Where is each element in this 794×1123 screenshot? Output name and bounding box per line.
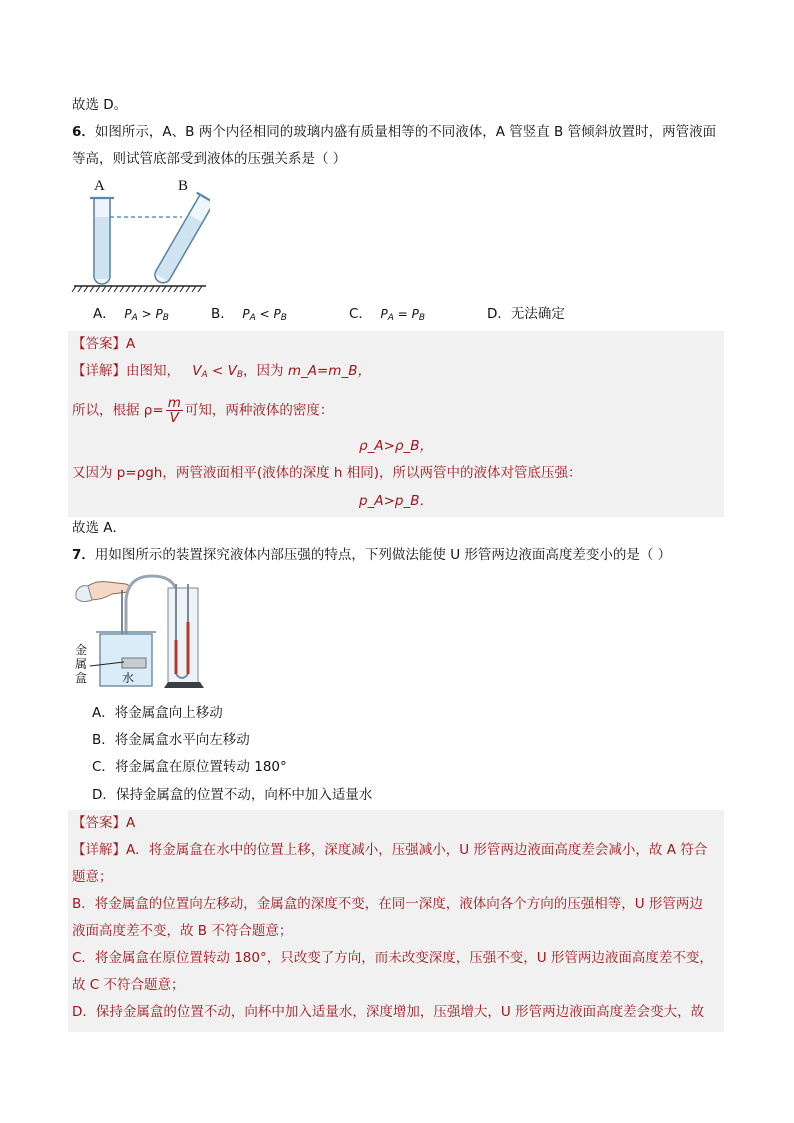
- q7-pressure-apparatus-figure: [72, 570, 212, 694]
- q7-option-b[interactable]: B．将金属盒水平向左移动: [92, 732, 250, 748]
- q6-detail-line2: 所以，根据 ρ= $\frac{m}{V}$ 可知，两种液体的密度：: [72, 395, 334, 426]
- svg-text:金: 金: [75, 643, 88, 657]
- metal-box: [122, 658, 146, 668]
- ground: [72, 286, 206, 292]
- svg-text:水: 水: [122, 671, 135, 685]
- q7-stem: 7．用如图所示的装置探究液体内部压强的特点，下列做法能使 U 形管两边液面高度差变小的是（ ）: [72, 547, 672, 563]
- q6-stem-line1: 6．如图所示，A、B 两个内径相同的玻璃内盛有质量相等的不同液体，A 管竖直 B 管倾斜放置时，两管液面: [72, 124, 717, 140]
- tube-b: [149, 193, 210, 288]
- previous-conclusion: 故选 D。: [72, 97, 128, 113]
- q6-option-b[interactable]: B． $P_A < P_B$: [211, 306, 287, 323]
- q7-answer: 【答案】A: [72, 815, 136, 831]
- stand-base: [164, 682, 204, 688]
- q7-option-a[interactable]: A．将金属盒向上移动: [92, 705, 223, 721]
- q7-detail-line5: C．将金属盒在原位置转动 180°，只改变了方向，而未改变深度，压强不变，U 形管两边液面高度差不变，: [72, 950, 713, 966]
- q6-test-tube-figure: [70, 172, 210, 298]
- q6-pressure-result: p_A>p_B．: [359, 493, 433, 509]
- q7-detail-line3: B．将金属盒的位置向左移动，金属盒的深度不变，在同一深度，液体向各个方向的压强相等，U 形管两边: [72, 896, 703, 912]
- q6-density-result: ρ_A>ρ_B，: [359, 438, 433, 454]
- svg-text:属: 属: [75, 657, 88, 671]
- q7-detail-line1: 【详解】A．将金属盒在水中的位置上移，深度减小，压强减小，U 形管两边液面高度差会减小，故 A 符合: [72, 842, 708, 858]
- q6-answer: 【答案】A: [72, 336, 136, 352]
- q6-option-a[interactable]: A． $P_A > P_B$: [93, 306, 169, 323]
- q7-detail-line2: 题意；: [72, 869, 113, 885]
- q6-conclusion: 故选 A．: [72, 520, 127, 536]
- q6-option-d[interactable]: D．无法确定: [487, 306, 565, 322]
- q7-detail-line7: D．保持金属盒的位置不动，向杯中加入适量水，深度增加，压强增大，U 形管两边液面高度差会变大，故: [72, 1004, 705, 1020]
- q6-stem-line2: 等高，则试管底部受到液体的压强关系是（ ）: [72, 151, 347, 167]
- q7-option-c[interactable]: C．将金属盒在原位置转动 180°: [92, 759, 287, 775]
- label-b: B: [178, 178, 189, 194]
- q7-option-d[interactable]: D．保持金属盒的位置不动，向杯中加入适量水: [92, 787, 373, 803]
- q7-detail-line6: 故 C 不符合题意；: [72, 977, 185, 993]
- q6-detail-line1: 【详解】由图知， $V_A < V_B$，因为 m_A=m_B，: [72, 363, 371, 380]
- q6-detail-line3: 又因为 p=ρgh，两管液面相平(液体的深度 h 相同)，所以两管中的液体对管底压强：: [72, 465, 582, 481]
- q6-option-c[interactable]: C． $P_A = P_B$: [349, 306, 426, 323]
- q7-detail-line4: 液面高度差不变，故 B 不符合题意；: [72, 923, 293, 939]
- svg-text:盒: 盒: [75, 671, 88, 685]
- label-a: A: [94, 178, 105, 194]
- u-tube-manometer: [164, 584, 204, 688]
- tube-a: [90, 198, 114, 284]
